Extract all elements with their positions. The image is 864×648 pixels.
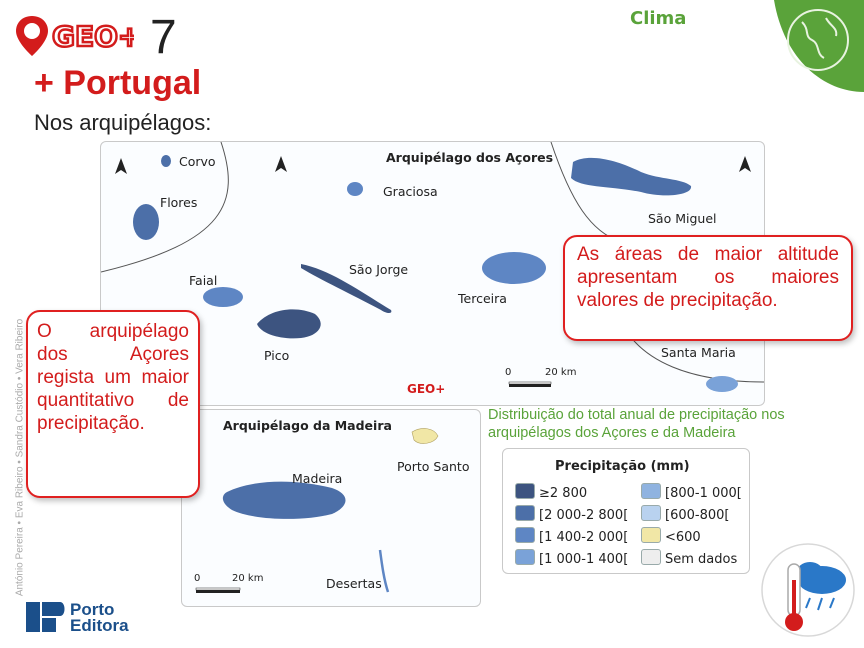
island-label-desertas: Desertas [326,576,382,591]
legend-swatch [641,549,661,565]
climate-thermometer-icon [760,540,856,640]
island-label-sao-jorge: São Jorge [349,262,409,277]
island-label-madeira: Madeira [292,471,343,486]
island-label-santa-maria: Santa Maria [661,345,736,360]
legend-item: <600 [641,527,701,545]
legend-item: [800-1 000[ [641,483,742,501]
legend-swatch [641,505,661,521]
island-label-graciosa: Graciosa [383,184,438,199]
island-label-flores: Flores [160,195,198,210]
island-label-porto-santo: Porto Santo [397,459,470,474]
island-label-faial: Faial [189,273,218,288]
legend-item: [600-800[ [641,505,729,523]
publisher-name: Porto Editora [70,600,129,635]
publisher-mark-icon [26,602,66,632]
island-label-pico: Pico [264,348,290,363]
north-arrow-icon [739,156,751,172]
legend-item: [1 000-1 400[ [515,549,628,567]
scale-start: 0 [505,367,512,378]
page-title: + Portugal [34,64,202,102]
north-arrow-icon [275,156,287,172]
island-label-sao-miguel: São Miguel [648,211,717,226]
legend-swatch [515,483,535,499]
theme-label: Clima [630,8,687,29]
map-logo: GEO+ [407,382,446,396]
legend-swatch [641,527,661,543]
island-label-terceira: Terceira [458,291,507,306]
map-caption: Distribuição do total anual de precipitação nos arquipélagos dos Açores e da Madeira [488,407,785,441]
geo-plus-logo [14,12,134,62]
legend-swatch [641,483,661,499]
page-subtitle: Nos arquipélagos: [34,110,212,135]
publisher-logo [26,600,129,637]
callout-azores-more: O arquipélago dos Açores regista um maior quantitativo de precipitação. [26,310,200,498]
legend-item: [2 000-2 800[ [515,505,628,523]
callout-altitude: As áreas de maior altitude apresentam os maiores valores de precipitação. [563,235,853,341]
svg-text:GEO+: GEO+ [52,20,134,53]
legend-item: [1 400-2 000[ [515,527,628,545]
author-credits: António Pereira • Eva Ribeiro • Sandra Custódio • Vera Ribeiro [14,318,26,597]
legend-title: Precipitação (mm) [555,459,690,474]
precipitation-legend [502,448,750,574]
grade-number: 7 [150,11,177,64]
scale-start: 0 [194,573,201,584]
north-arrow-icon [115,158,127,174]
azores-map-title: Arquipélago dos Açores [386,150,554,165]
legend-swatch [515,527,535,543]
madeira-map [181,409,481,607]
island-label-corvo: Corvo [179,154,216,169]
legend-item: Sem dados [641,549,737,567]
globe-corner-icon [764,0,864,92]
legend-swatch [515,505,535,521]
scale-end: 20 km [545,367,577,378]
scale-end: 20 km [232,573,264,584]
legend-swatch [515,549,535,565]
legend-item: ≥2 800 [515,483,587,501]
madeira-map-title: Arquipélago da Madeira [223,418,392,433]
